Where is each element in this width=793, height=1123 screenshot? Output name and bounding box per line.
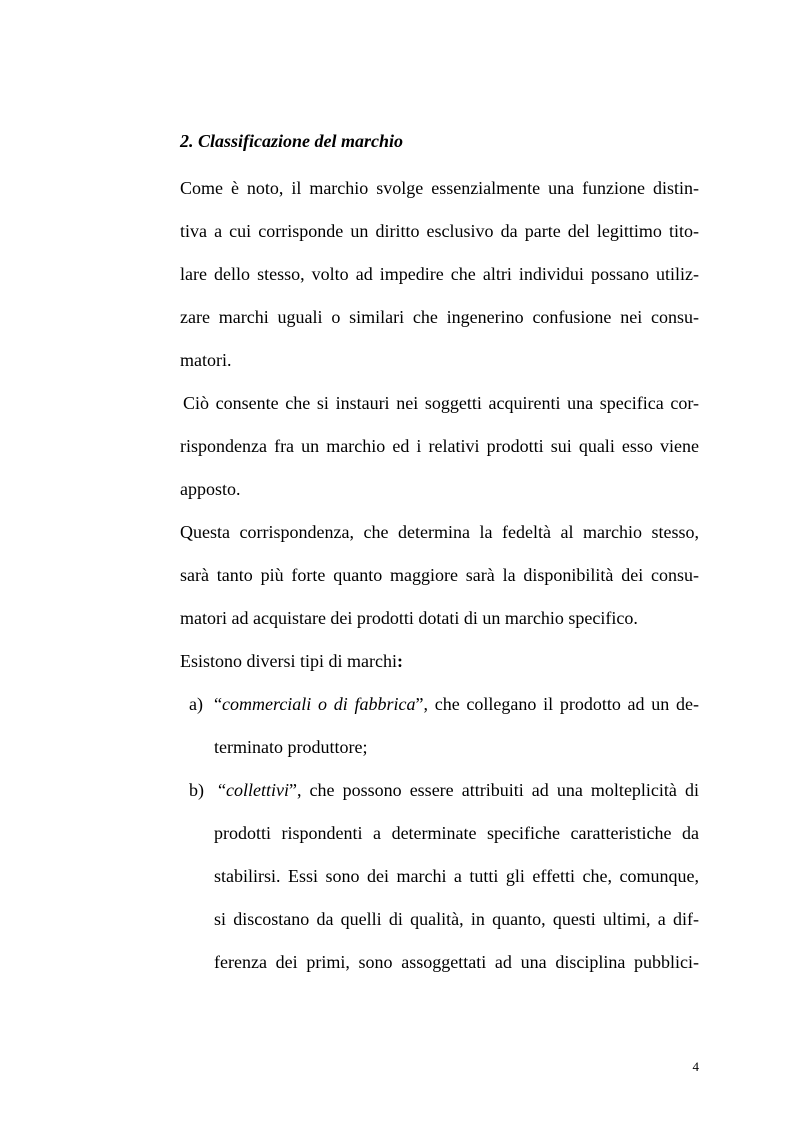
paragraph-line: matori ad acquistare dei prodotti dotati di un marchio specifico. xyxy=(180,608,638,628)
list-item-b-line: prodotti rispondenti a determinate specifiche caratteristiche da xyxy=(214,823,699,843)
paragraph-line: Questa corrispondenza, che determina la fedeltà al marchio stesso, xyxy=(180,522,699,542)
paragraph-line: Ciò consente che si instauri nei soggetti acquirenti una specifica cor- xyxy=(183,393,699,413)
list-marker-a: a) xyxy=(189,694,203,714)
item-a-rest: ”, che collegano il prodotto ad un de- xyxy=(415,694,699,714)
paragraph-line: zare marchi uguali o similari che ingenerino confusione nei consu- xyxy=(180,307,699,327)
open-quote: “ xyxy=(218,780,226,800)
list-item-b-line1 xyxy=(218,778,699,802)
list-intro-text: Esistono diversi tipi di marchi xyxy=(180,651,397,671)
list-intro-colon: : xyxy=(396,651,403,671)
paragraph-line: matori. xyxy=(180,350,232,370)
list-item-b-line: stabilirsi. Essi sono dei marchi a tutti gli effetti che, comunque, xyxy=(214,866,699,886)
list-intro xyxy=(180,649,403,673)
item-b-rest: ”, che possono essere attribuiti ad una molteplicità di xyxy=(288,780,699,800)
section-heading: 2. Classificazione del marchio xyxy=(180,131,404,151)
term-collettivi: collettivi xyxy=(226,780,289,800)
page-number: 4 xyxy=(692,1059,699,1074)
open-quote: “ xyxy=(214,694,222,714)
paragraph-line: Come è noto, il marchio svolge essenzialmente una funzione distin- xyxy=(180,178,699,198)
list-item-b-line: si discostano da quelli di qualità, in quanto, questi ultimi, a dif- xyxy=(214,909,699,929)
paragraph-line: lare dello stesso, volto ad impedire che altri individui possano utiliz- xyxy=(180,264,699,284)
term-commerciali: commerciali o di fabbrica xyxy=(222,694,416,714)
paragraph-line: sarà tanto più forte quanto maggiore sarà la disponibilità dei consu- xyxy=(180,565,699,585)
paragraph-line: tiva a cui corrisponde un diritto esclusivo da parte del legittimo tito- xyxy=(180,221,699,241)
list-item-b-line: ferenza dei primi, sono assoggettati ad una disciplina pubblici- xyxy=(214,952,699,972)
list-item-a-line1 xyxy=(214,692,699,716)
paragraph-line: apposto. xyxy=(180,479,241,499)
list-marker-b: b) xyxy=(189,780,204,800)
list-item-a-line2: terminato produttore; xyxy=(214,737,368,757)
paragraph-line: rispondenza fra un marchio ed i relativi prodotti sui quali esso viene xyxy=(180,436,699,456)
